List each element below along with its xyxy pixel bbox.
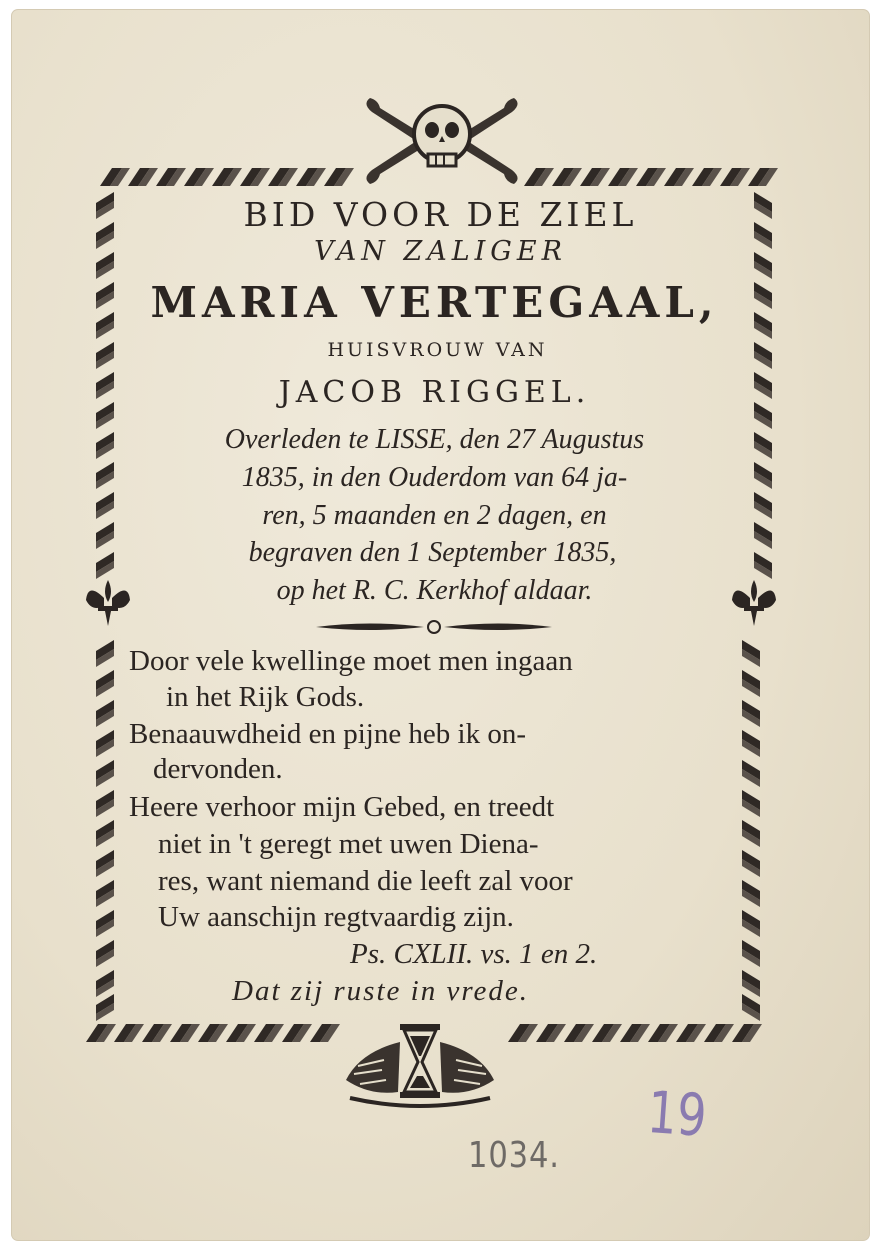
top-border-left <box>100 168 354 186</box>
verse-line: Uw aanschijn regtvaardig zijn. <box>158 901 514 933</box>
verse-line: Heere verhoor mijn Gebed, en treedt <box>129 791 555 823</box>
deceased-name: MARIA VERTEGAAL, <box>150 278 719 327</box>
death-detail-line: 1835, in den Ouderdom van 64 ja- <box>241 462 628 493</box>
prayer-subheading: VAN ZALIGER <box>314 236 567 267</box>
death-detail-line: begraven den 1 September 1835, <box>248 537 617 568</box>
verse-line: niet in 't geregt met uwen Diena- <box>158 828 539 860</box>
scripture-reference: Ps. CXLII. vs. 1 en 2. <box>350 938 598 970</box>
violet-inventory-number: 19 <box>645 1078 709 1150</box>
bottom-border-left <box>86 1024 340 1042</box>
verse-line: Benaauwdheid en pijne heb ik on- <box>129 718 527 750</box>
hourglass-with-wings-icon <box>346 1024 494 1106</box>
pencil-inventory-number: 1034. <box>468 1135 560 1176</box>
death-detail-line: op het R. C. Kerkhof aldaar. <box>276 575 593 606</box>
prayer-heading: BID VOOR DE ZIEL <box>243 195 638 234</box>
verse-line: dervonden. <box>153 753 283 785</box>
bottom-border-right <box>508 1024 762 1042</box>
skull-and-crossbones-icon <box>366 98 517 184</box>
death-detail-line: Overleden te LISSE, den 27 Augustus <box>224 424 645 455</box>
verse-line: in het Rijk Gods. <box>166 681 365 713</box>
verse-line: res, want niemand die leeft zal voor <box>158 865 573 897</box>
spouse-name: JACOB RIGGEL. <box>278 375 591 410</box>
verse-line: Door vele kwellinge moet men ingaan <box>129 645 573 677</box>
closing-blessing: Dat zij ruste in vrede. <box>232 975 530 1007</box>
top-border-right <box>524 168 778 186</box>
death-detail-line: ren, 5 maanden en 2 dagen, en <box>262 500 607 531</box>
spouse-label: HUISVROUW VAN <box>327 339 548 361</box>
divider-ornament <box>316 621 552 633</box>
